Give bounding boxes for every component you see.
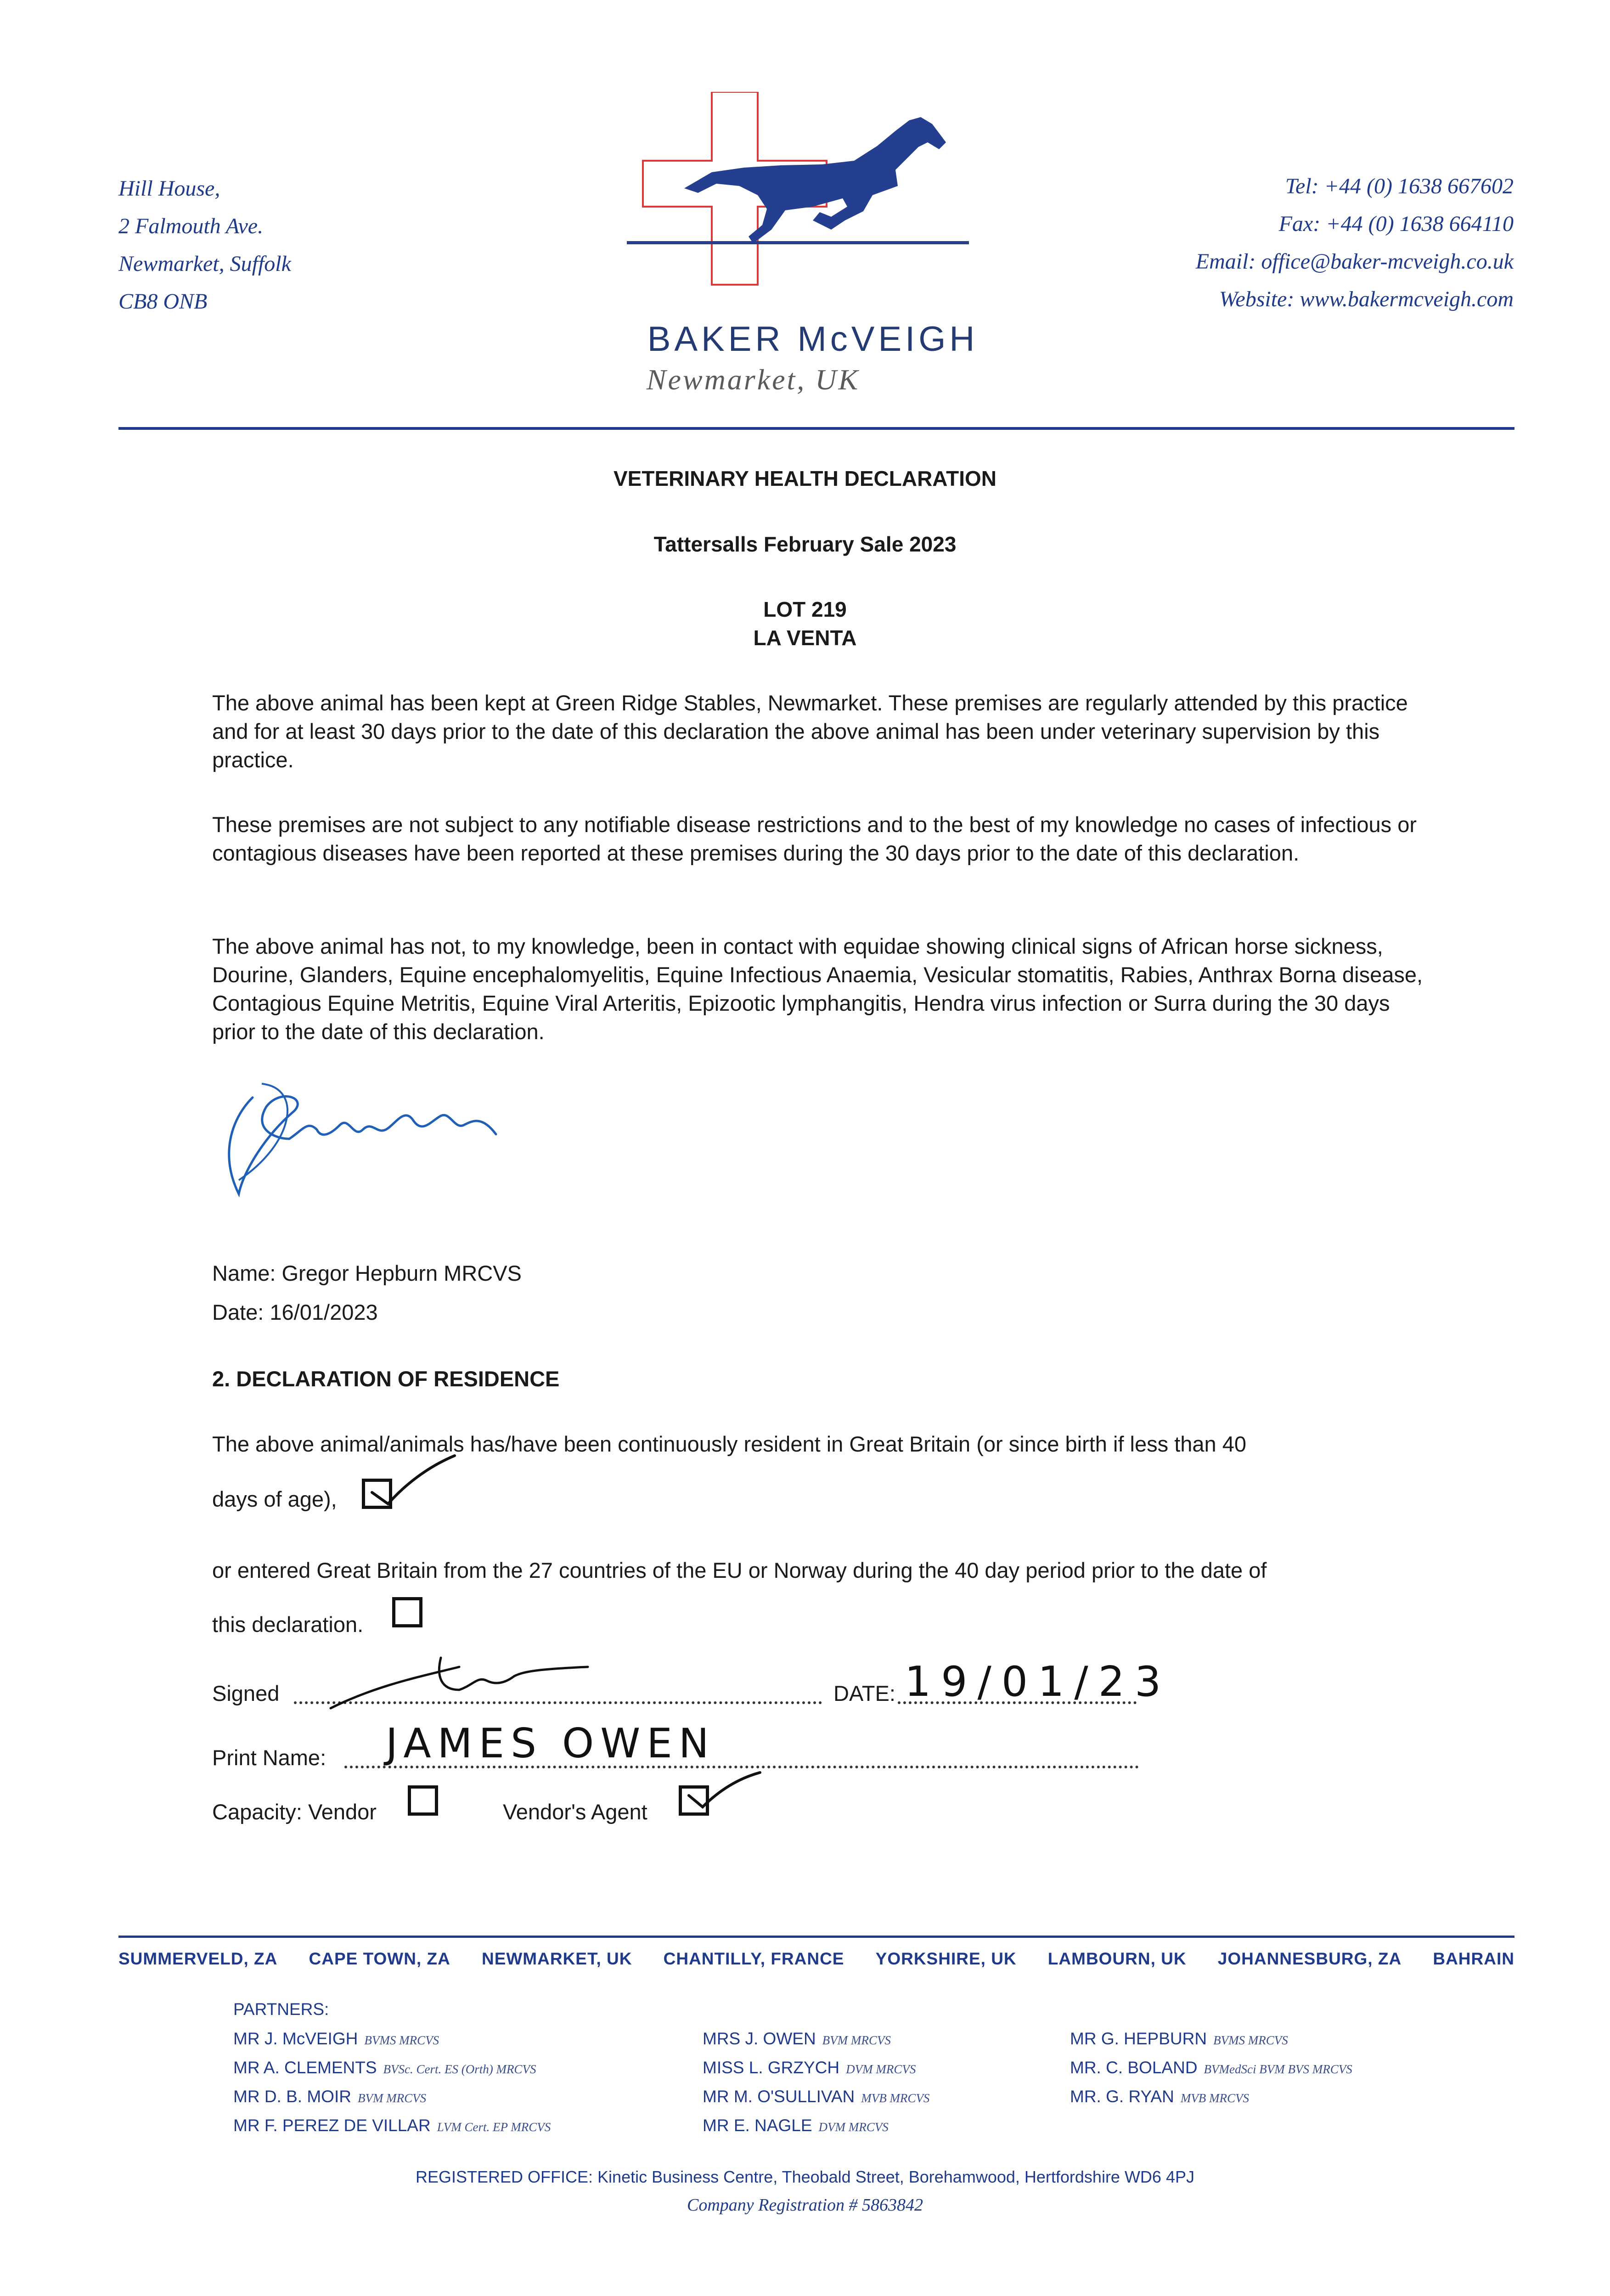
partner-qualifications: LVM Cert. EP MRCVS [437, 2120, 551, 2134]
vet-signature [211, 1070, 542, 1217]
office-locations [118, 1949, 1514, 1969]
fax-line: Fax: +44 (0) 1638 664110 [1278, 212, 1514, 236]
partner-name: MR M. O'SULLIVAN [703, 2087, 855, 2106]
office-location: CHANTILLY, FRANCE [663, 1949, 844, 1968]
office-location: YORKSHIRE, UK [875, 1949, 1017, 1968]
horse-name: LA VENTA [753, 626, 857, 650]
address-line: CB8 ONB [118, 289, 208, 314]
header-divider [118, 427, 1514, 430]
lot-number: LOT 219 [763, 597, 847, 621]
partner-entry [233, 2054, 551, 2083]
partner-entry [233, 2112, 551, 2141]
partner-qualifications: MVB MRCVS [861, 2091, 930, 2105]
contact-equidae-paragraph: The above animal has not, to my knowledge, been in contact with equidae showing clinical signs of African horse sickness, Dourine, Glanders, Equine encephalomyelitis, Equine Infectious Anaemia, Vesicular stomatitis, Rabies, Anthrax Borna disease, Contagious Equine Metritis, Equine Viral Arteritis, Epizootic lymphangitis, Hendra virus infection or Surra during the 30 days prior to the date of this declaration. [212, 934, 1423, 1044]
office-location: SUMMERVELD, ZA [118, 1949, 278, 1968]
address-line: 2 Falmouth Ave. [118, 214, 264, 238]
partner-qualifications: BVM MRCVS [822, 2033, 891, 2047]
check-mark-icon [363, 1453, 464, 1513]
partner-name: MR. C. BOLAND [1070, 2058, 1198, 2077]
partner-qualifications: BVMS MRCVS [1213, 2033, 1288, 2047]
partner-qualifications: DVM MRCVS [846, 2062, 916, 2076]
residence-option-2-text-cont: this declaration. [212, 1612, 364, 1637]
office-location: JOHANNESBURG, ZA [1217, 1949, 1402, 1968]
residence-option-2-text: or entered Great Britain from the 27 countries of the EU or Norway during the 40 day period prior to the date of [212, 1558, 1267, 1582]
partner-qualifications: BVSc. Cert. ES (Orth) MRCVS [383, 2062, 536, 2076]
partners-column-1 [233, 2025, 551, 2141]
partner-entry [703, 2083, 929, 2112]
handwritten-date: 19/01/23 [905, 1658, 1171, 1706]
document-title: VETERINARY HEALTH DECLARATION [614, 467, 996, 490]
website-link[interactable]: Website: www.bakermcveigh.com [1219, 287, 1514, 311]
partner-name: MR A. CLEMENTS [233, 2058, 377, 2077]
partner-name: MR G. HEPBURN [1070, 2029, 1207, 2048]
partner-qualifications: BVMedSci BVM BVS MRCVS [1204, 2062, 1352, 2076]
footer-divider [118, 1936, 1514, 1938]
office-location: CAPE TOWN, ZA [309, 1949, 450, 1968]
partner-name: MR F. PEREZ DE VILLAR [233, 2116, 431, 2135]
brand-name: BAKER McVEIGH [647, 320, 979, 359]
handwritten-print-name: JAMES OWEN [386, 1720, 715, 1767]
vet-name: Name: Gregor Hepburn MRCVS [212, 1261, 522, 1285]
date-label: DATE: [833, 1681, 895, 1705]
partners-label: PARTNERS: [233, 2000, 329, 2019]
email-link[interactable]: Email: office@baker-mcveigh.co.uk [1195, 249, 1514, 274]
partner-entry [703, 2054, 929, 2083]
partner-name: MR. G. RYAN [1070, 2087, 1174, 2106]
address-line: Newmarket, Suffolk [118, 252, 291, 276]
partner-qualifications: DVM MRCVS [818, 2120, 889, 2134]
partner-name: MISS L. GRZYCH [703, 2058, 840, 2077]
office-location: LAMBOURN, UK [1047, 1949, 1187, 1968]
sale-name: Tattersalls February Sale 2023 [653, 532, 957, 556]
partner-entry [703, 2112, 929, 2141]
residence-option-1-text-cont: days of age), [212, 1487, 337, 1511]
vendor-checkbox[interactable] [408, 1785, 438, 1816]
residence-heading: 2. DECLARATION OF RESIDENCE [212, 1367, 560, 1391]
partner-name: MR E. NAGLE [703, 2116, 812, 2135]
residence-option-1-text: The above animal/animals has/have been continuously resident in Great Britain (or since birth if less than 40 [212, 1432, 1247, 1456]
horse-silhouette [684, 117, 946, 243]
partner-entry [1070, 2054, 1352, 2083]
partner-entry [233, 2083, 551, 2112]
disease-restriction-paragraph: These premises are not subject to any notifiable disease restrictions and to the best of my knowledge no cases of infectious or contagious diseases have been reported at these premises during the 30 days prior to the date of this declaration. [212, 812, 1417, 865]
partner-name: MR J. McVEIGH [233, 2029, 358, 2048]
company-registration: Company Registration # 5863842 [687, 2195, 923, 2215]
vet-declaration-date: Date: 16/01/2023 [212, 1300, 378, 1324]
phone-line: Tel: +44 (0) 1638 667602 [1285, 174, 1514, 198]
partners-column-2 [703, 2025, 929, 2141]
partner-entry [233, 2025, 551, 2054]
signed-label: Signed [212, 1681, 280, 1705]
partner-qualifications: BVM MRCVS [357, 2091, 427, 2105]
address-line: Hill House, [118, 176, 220, 201]
vendors-agent-label: Vendor's Agent [503, 1800, 647, 1824]
check-mark-icon [680, 1768, 767, 1818]
horse-cross-logo [615, 92, 1029, 331]
registered-office: REGISTERED OFFICE: Kinetic Business Centre, Theobald Street, Borehamwood, Hertfordshire WD6 4PJ [416, 2167, 1194, 2186]
sender-address [118, 170, 291, 321]
contact-details [1196, 168, 1514, 318]
partner-name: MRS J. OWEN [703, 2029, 816, 2048]
partner-name: MR D. B. MOIR [233, 2087, 351, 2106]
partner-qualifications: BVMS MRCVS [364, 2033, 439, 2047]
office-location: NEWMARKET, UK [481, 1949, 632, 1968]
supervision-paragraph: The above animal has been kept at Green Ridge Stables, Newmarket. These premises are regularly attended by this practice and for at least 30 days prior to the date of this declaration the above animal has been under veterinary supervision by this practice. [212, 691, 1408, 772]
brand-location: Newmarket, UK [646, 363, 860, 396]
print-name-label: Print Name: [212, 1745, 327, 1770]
partner-entry [1070, 2083, 1352, 2112]
partners-column-3 [1070, 2025, 1352, 2112]
office-location: BAHRAIN [1433, 1949, 1514, 1968]
entered-from-eu-checkbox[interactable] [392, 1597, 422, 1627]
partner-qualifications: MVB MRCVS [1180, 2091, 1250, 2105]
vendor-signature [321, 1649, 606, 1717]
partner-entry [1070, 2025, 1352, 2054]
partner-entry [703, 2025, 929, 2054]
capacity-vendor-label: Capacity: Vendor [212, 1800, 377, 1824]
